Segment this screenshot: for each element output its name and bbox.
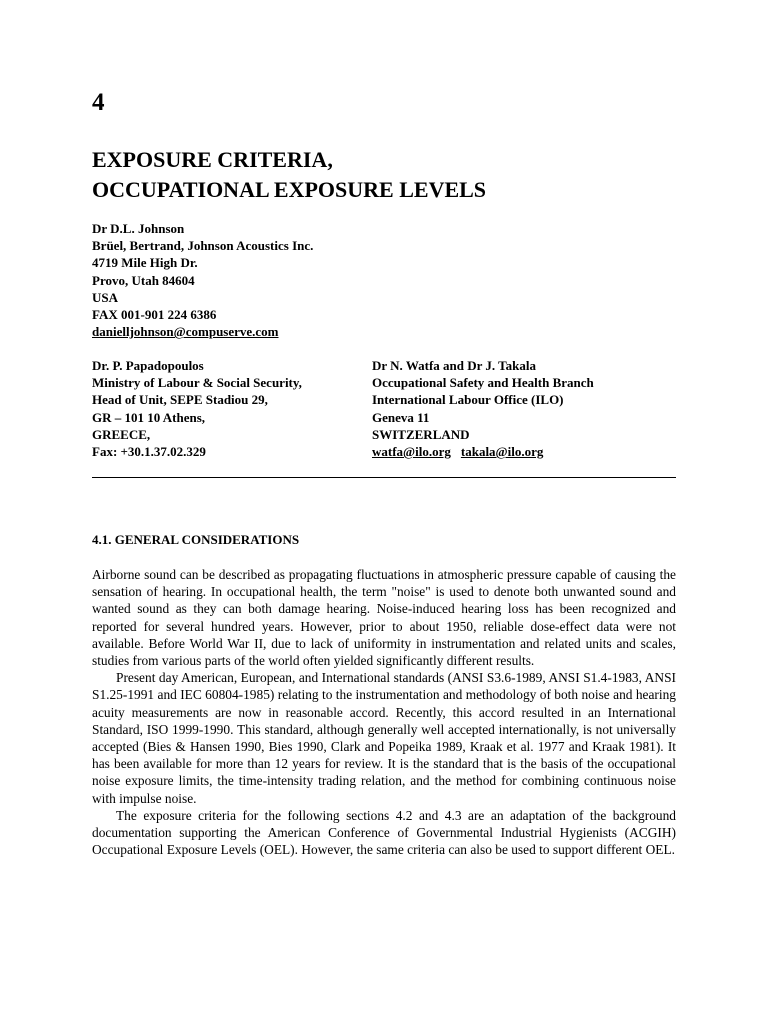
author-right-country: SWITZERLAND [372, 426, 470, 442]
author-right-city: Geneva 11 [372, 409, 430, 425]
paragraph-3: The exposure criteria for the following sections 4.2 and 4.3 are an adaptation of the background documentation supporting the American Conference of Governmental Industrial Hygienists (ACGIH) Occupational Exposure Levels (OEL). However, the same criteria can also be used to support different OEL. [92, 807, 676, 858]
chapter-title-line-1: EXPOSURE CRITERIA, [92, 147, 333, 172]
main-author-name: Dr D.L. Johnson [92, 221, 185, 236]
chapter-title-line-2: OCCUPATIONAL EXPOSURE LEVELS [92, 177, 487, 202]
author-left-unit: Head of Unit, SEPE Stadiou 29, [92, 392, 268, 408]
main-author-street: 4719 Mile High Dr. [92, 255, 198, 271]
main-author-organization: Brüel, Bertrand, Johnson Acoustics Inc. [92, 238, 314, 254]
author-left-block [92, 357, 302, 460]
main-author-email-line [92, 323, 313, 340]
section-body [92, 566, 676, 858]
chapter-number: 4 [92, 89, 105, 116]
author-right-block [372, 357, 594, 460]
main-author-block [92, 220, 313, 340]
author-left-country: GREECE, [92, 426, 151, 442]
main-author-fax: FAX 001-901 224 6386 [92, 307, 217, 323]
author-left-city: GR – 101 10 Athens, [92, 409, 206, 425]
horizontal-divider [92, 477, 676, 478]
author-right-office: International Labour Office (ILO) [372, 392, 564, 408]
author-left-fax: Fax: +30.1.37.02.329 [92, 444, 206, 460]
author-right-name: Dr N. Watfa and Dr J. Takala [372, 358, 536, 373]
author-left-name: Dr. P. Papadopoulos [92, 358, 204, 373]
paragraph-2: Present day American, European, and International standards (ANSI S3.6-1989, ANSI S1.4-1983, ANSI S1.25-1991 and IEC 60804-1985) relating to the instrumentation and methodology of both noise and hearing acuity measurements are now in reasonable accord. Recently, this accord resulted in an International Standard, ISO 1999-1990. This standard, although generally well accepted internationally, is not universally accepted (Bies & Hansen 1990, Bies 1990, Clark and Popeika 1989, Kraak et al. 1977 and Kraak 1981). It has been available for more than 12 years for review. It is the standard that is the basis of the occupational noise exposure limits, the time-intensity trading relation, and the method for combining continuous noise with impulse noise. [92, 670, 676, 806]
chapter-title [92, 145, 486, 205]
main-author-city: Provo, Utah 84604 [92, 272, 195, 288]
author-right-email-line [372, 443, 594, 460]
author-right-branch: Occupational Safety and Health Branch [372, 375, 594, 391]
author-left-organization: Ministry of Labour & Social Security, [92, 375, 302, 391]
section-heading: 4.1. GENERAL CONSIDERATIONS [92, 532, 300, 547]
main-author-email-link[interactable]: danielljohnson@compuserve.com [92, 324, 279, 340]
author-right-email-takala-link[interactable]: takala@ilo.org [460, 444, 544, 460]
main-author-country: USA [92, 289, 119, 305]
paragraph-1: Airborne sound can be described as propagating fluctuations in atmospheric pressure capable of causing the sensation of hearing. In occupational health, the term "noise" is used to denote both unwanted sound and wanted sound as they can both damage hearing. Noise-induced hearing loss has been recognized and reported for several hundred years. However, prior to about 1950, reliable dose-effect data were not available. Before World War II, due to lack of uniformity in instrumentation and related units and scales, studies from various parts of the world often yielded significantly different results. [92, 567, 676, 669]
author-right-email-watfa-link[interactable]: watfa@ilo.org [372, 444, 451, 460]
